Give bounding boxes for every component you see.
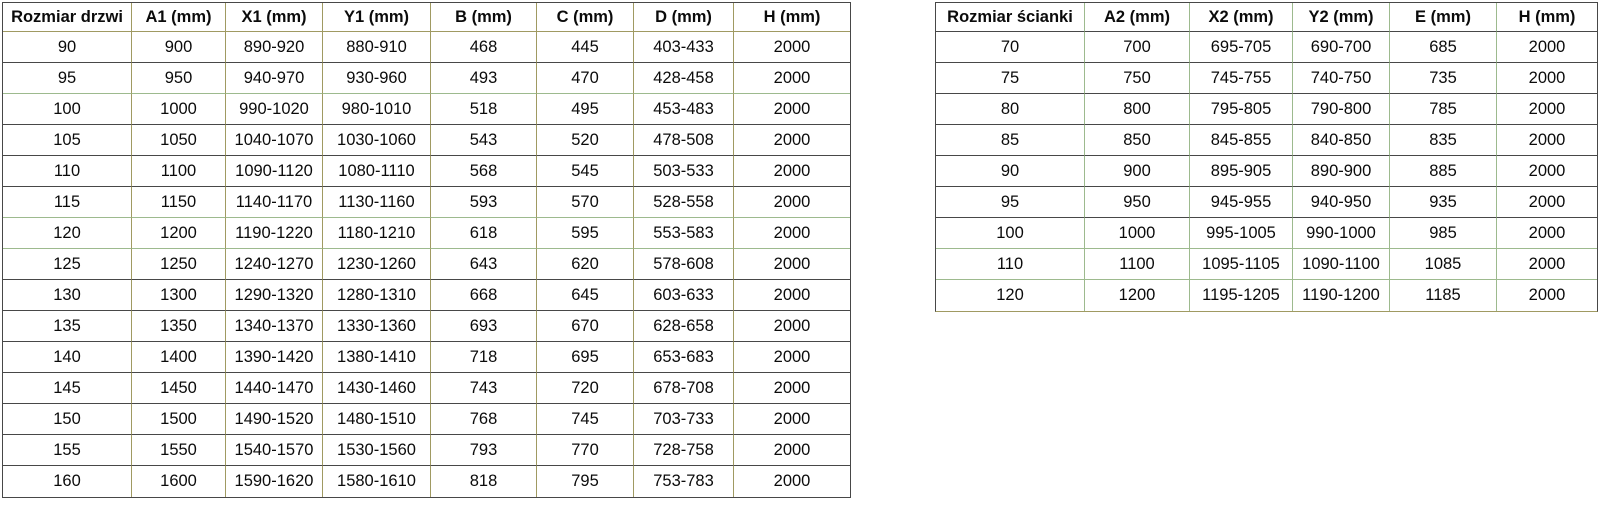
table-cell: 718 bbox=[431, 342, 537, 373]
table-cell: 70 bbox=[936, 32, 1085, 63]
table-cell: 1030-1060 bbox=[323, 125, 431, 156]
table-cell: 1090-1100 bbox=[1293, 249, 1390, 280]
table-cell: 2000 bbox=[1497, 187, 1597, 218]
table-cell: 1085 bbox=[1390, 249, 1497, 280]
table-cell: 1200 bbox=[1085, 280, 1190, 311]
table-cell: 1530-1560 bbox=[323, 435, 431, 466]
table-cell: 493 bbox=[431, 63, 537, 94]
table-cell: 478-508 bbox=[634, 125, 734, 156]
table-row bbox=[3, 63, 850, 94]
table-row bbox=[3, 435, 850, 466]
column-header: Y2 (mm) bbox=[1293, 3, 1390, 32]
table-cell: 1490-1520 bbox=[226, 404, 323, 435]
table-cell: 1000 bbox=[1085, 218, 1190, 249]
table-cell: 980-1010 bbox=[323, 94, 431, 125]
table-cell: 155 bbox=[3, 435, 132, 466]
column-header: Rozmiar drzwi bbox=[3, 3, 132, 32]
table-cell: 95 bbox=[3, 63, 132, 94]
table-cell: 1230-1260 bbox=[323, 249, 431, 280]
table-cell: 468 bbox=[431, 32, 537, 63]
column-header: A1 (mm) bbox=[132, 3, 226, 32]
table-row bbox=[3, 342, 850, 373]
door-size-table bbox=[2, 2, 851, 498]
table-cell: 990-1020 bbox=[226, 94, 323, 125]
table-cell: 1190-1220 bbox=[226, 218, 323, 249]
table-cell: 695 bbox=[537, 342, 634, 373]
table-cell: 1240-1270 bbox=[226, 249, 323, 280]
table-cell: 693 bbox=[431, 311, 537, 342]
table-cell: 703-733 bbox=[634, 404, 734, 435]
table-cell: 618 bbox=[431, 218, 537, 249]
table-cell: 2000 bbox=[1497, 156, 1597, 187]
header-row bbox=[936, 3, 1597, 32]
table-cell: 900 bbox=[1085, 156, 1190, 187]
table-row bbox=[936, 94, 1597, 125]
table-cell: 728-758 bbox=[634, 435, 734, 466]
table-cell: 950 bbox=[132, 63, 226, 94]
table-cell: 795-805 bbox=[1190, 94, 1293, 125]
table-row bbox=[936, 187, 1597, 218]
table-cell: 2000 bbox=[773, 472, 811, 490]
table-row bbox=[3, 125, 850, 156]
table-cell: 790-800 bbox=[1293, 94, 1390, 125]
table-cell: 1050 bbox=[132, 125, 226, 156]
table-cell: 2000 bbox=[734, 32, 850, 63]
table-cell: 453-483 bbox=[634, 94, 734, 125]
table-cell: 2000 bbox=[1497, 94, 1597, 125]
table-row bbox=[936, 63, 1597, 94]
table-cell: 653-683 bbox=[634, 342, 734, 373]
table-cell: 795 bbox=[537, 466, 634, 497]
table-cell: 1400 bbox=[132, 342, 226, 373]
table-cell: 1380-1410 bbox=[323, 342, 431, 373]
table-cell: 720 bbox=[537, 373, 634, 404]
table-cell: 2000 bbox=[734, 311, 850, 342]
table-cell: 603-633 bbox=[634, 280, 734, 311]
table-cell: 130 bbox=[3, 280, 132, 311]
table-cell: 950 bbox=[1085, 187, 1190, 218]
table-cell: 1340-1370 bbox=[226, 311, 323, 342]
table-cell: 700 bbox=[1085, 32, 1190, 63]
table-cell: 568 bbox=[431, 156, 537, 187]
table-cell: 95 bbox=[936, 187, 1085, 218]
table-cell: 470 bbox=[537, 63, 634, 94]
table-cell: 2000 bbox=[1497, 125, 1597, 156]
table-cell: 2000 bbox=[734, 156, 850, 187]
table-cell: 85 bbox=[936, 125, 1085, 156]
table-cell: 793 bbox=[431, 435, 537, 466]
table-cell: 570 bbox=[537, 187, 634, 218]
table-cell: 2000 bbox=[734, 280, 850, 311]
table-cell: 890-920 bbox=[226, 32, 323, 63]
table-cell: 750 bbox=[1085, 63, 1190, 94]
column-header: X1 (mm) bbox=[226, 3, 323, 32]
table-cell: 150 bbox=[3, 404, 132, 435]
table-row bbox=[936, 32, 1597, 63]
table-cell: 1000 bbox=[132, 94, 226, 125]
table-row bbox=[3, 32, 850, 63]
table-cell: 445 bbox=[537, 32, 634, 63]
table-cell: 2000 bbox=[1497, 32, 1597, 63]
table-cell: 1300 bbox=[132, 280, 226, 311]
table-cell: 740-750 bbox=[1293, 63, 1390, 94]
table-cell: 545 bbox=[537, 156, 634, 187]
table-cell: 1540-1570 bbox=[226, 435, 323, 466]
table-cell: 120 bbox=[936, 280, 1085, 311]
table-cell: 495 bbox=[537, 94, 634, 125]
table-cell: 1280-1310 bbox=[323, 280, 431, 311]
table-cell: 668 bbox=[431, 280, 537, 311]
table-cell: 890-900 bbox=[1293, 156, 1390, 187]
table-cell: 800 bbox=[1085, 94, 1190, 125]
table-cell: 945-955 bbox=[1190, 187, 1293, 218]
column-header: Y1 (mm) bbox=[323, 3, 431, 32]
table-cell: 940-950 bbox=[1293, 187, 1390, 218]
table-cell: 145 bbox=[3, 373, 132, 404]
table-cell: 2000 bbox=[734, 435, 850, 466]
table-cell: 125 bbox=[3, 249, 132, 280]
table-row bbox=[3, 187, 850, 218]
table-cell: 628-658 bbox=[634, 311, 734, 342]
header-row bbox=[3, 3, 850, 32]
table-cell: 685 bbox=[1390, 32, 1497, 63]
table-row bbox=[3, 156, 850, 187]
table-cell: 2000 bbox=[734, 249, 850, 280]
table-cell: 818 bbox=[431, 466, 537, 497]
table-row bbox=[936, 125, 1597, 156]
table-cell: 735 bbox=[1390, 63, 1497, 94]
table-cell: 2000 bbox=[1497, 63, 1597, 94]
table-cell: 1185 bbox=[1390, 280, 1497, 311]
table-cell: 1090-1120 bbox=[226, 156, 323, 187]
table-cell: 518 bbox=[431, 94, 537, 125]
table-cell: 753-783 bbox=[634, 466, 734, 497]
table-cell: 1600 bbox=[132, 466, 226, 497]
table-cell: 1390-1420 bbox=[226, 342, 323, 373]
table-row bbox=[3, 373, 850, 404]
table-cell: 403-433 bbox=[634, 32, 734, 63]
table-cell: 75 bbox=[936, 63, 1085, 94]
table-cell: 2000 bbox=[734, 404, 850, 435]
table-cell: 160 bbox=[3, 466, 132, 497]
table-cell: 140 bbox=[3, 342, 132, 373]
table-cell: 105 bbox=[3, 125, 132, 156]
table-cell: 2000 bbox=[1497, 218, 1597, 249]
table-cell: 895-905 bbox=[1190, 156, 1293, 187]
table-cell: 1130-1160 bbox=[323, 187, 431, 218]
table-cell: 428-458 bbox=[634, 63, 734, 94]
table-cell: 1550 bbox=[132, 435, 226, 466]
table-row bbox=[3, 94, 850, 125]
table-cell: 880-910 bbox=[323, 32, 431, 63]
table-cell: 528-558 bbox=[634, 187, 734, 218]
table-cell: 135 bbox=[3, 311, 132, 342]
table-cell: 1140-1170 bbox=[226, 187, 323, 218]
table-cell: 578-608 bbox=[634, 249, 734, 280]
table-cell: 743 bbox=[431, 373, 537, 404]
column-header: Rozmiar ścianki bbox=[936, 3, 1085, 32]
table-row bbox=[3, 404, 850, 435]
table-cell: 678-708 bbox=[634, 373, 734, 404]
table-cell: 80 bbox=[936, 94, 1085, 125]
column-header: H (mm) bbox=[1497, 3, 1597, 32]
table-cell: 695-705 bbox=[1190, 32, 1293, 63]
table-row bbox=[936, 249, 1597, 280]
table-cell: 1095-1105 bbox=[1190, 249, 1293, 280]
column-header: A2 (mm) bbox=[1085, 3, 1190, 32]
table-cell: 553-583 bbox=[634, 218, 734, 249]
table-row bbox=[3, 280, 850, 311]
table-cell: 1195-1205 bbox=[1190, 280, 1293, 311]
table-row bbox=[3, 218, 850, 249]
table-cell: 620 bbox=[537, 249, 634, 280]
table-cell: 785 bbox=[1390, 94, 1497, 125]
table-cell: 1190-1200 bbox=[1293, 280, 1390, 311]
column-header: X2 (mm) bbox=[1190, 3, 1293, 32]
table-cell: 2000 bbox=[734, 94, 850, 125]
table-cell: 1200 bbox=[132, 218, 226, 249]
table-cell: 2000 bbox=[1528, 286, 1566, 304]
table-cell: 100 bbox=[3, 94, 132, 125]
column-header: D (mm) bbox=[634, 3, 734, 32]
table-cell: 1500 bbox=[132, 404, 226, 435]
table-cell: 2000 bbox=[734, 342, 850, 373]
table-row bbox=[936, 280, 1597, 311]
table-cell: 110 bbox=[936, 249, 1085, 280]
table-cell: 835 bbox=[1390, 125, 1497, 156]
table-cell: 935 bbox=[1390, 187, 1497, 218]
wall-size-table bbox=[935, 2, 1598, 312]
table-cell: 503-533 bbox=[634, 156, 734, 187]
table-cell: 1330-1360 bbox=[323, 311, 431, 342]
table-cell: 850 bbox=[1085, 125, 1190, 156]
table-cell: 1440-1470 bbox=[226, 373, 323, 404]
table-cell: 1180-1210 bbox=[323, 218, 431, 249]
table-row bbox=[3, 249, 850, 280]
table-cell: 745 bbox=[537, 404, 634, 435]
table-cell: 1100 bbox=[132, 156, 226, 187]
table-cell: 930-960 bbox=[323, 63, 431, 94]
table-cell: 2000 bbox=[734, 125, 850, 156]
table-cell: 643 bbox=[431, 249, 537, 280]
table-cell: 1480-1510 bbox=[323, 404, 431, 435]
column-header: E (mm) bbox=[1390, 3, 1497, 32]
table-cell: 595 bbox=[537, 218, 634, 249]
column-header: B (mm) bbox=[431, 3, 537, 32]
table-cell: 543 bbox=[431, 125, 537, 156]
table-cell: 1580-1610 bbox=[323, 466, 431, 497]
table-cell: 990-1000 bbox=[1293, 218, 1390, 249]
table-cell: 2000 bbox=[734, 63, 850, 94]
table-cell: 1350 bbox=[132, 311, 226, 342]
table-cell: 995-1005 bbox=[1190, 218, 1293, 249]
table-cell: 885 bbox=[1390, 156, 1497, 187]
table-cell: 770 bbox=[537, 435, 634, 466]
table-cell: 593 bbox=[431, 187, 537, 218]
table-cell: 90 bbox=[936, 156, 1085, 187]
column-header: H (mm) bbox=[734, 3, 850, 32]
table-row bbox=[936, 218, 1597, 249]
table-row bbox=[936, 156, 1597, 187]
table-cell: 1080-1110 bbox=[323, 156, 431, 187]
column-header: C (mm) bbox=[537, 3, 634, 32]
table-cell: 110 bbox=[3, 156, 132, 187]
table-cell: 670 bbox=[537, 311, 634, 342]
table-cell: 100 bbox=[936, 218, 1085, 249]
table-cell: 845-855 bbox=[1190, 125, 1293, 156]
table-cell: 1250 bbox=[132, 249, 226, 280]
table-cell: 690-700 bbox=[1293, 32, 1390, 63]
table-cell: 520 bbox=[537, 125, 634, 156]
table-cell: 840-850 bbox=[1293, 125, 1390, 156]
table-cell: 1100 bbox=[1085, 249, 1190, 280]
table-cell: 1150 bbox=[132, 187, 226, 218]
table-cell: 940-970 bbox=[226, 63, 323, 94]
table-cell: 900 bbox=[132, 32, 226, 63]
table-cell: 1430-1460 bbox=[323, 373, 431, 404]
table-cell: 768 bbox=[431, 404, 537, 435]
table-cell: 2000 bbox=[734, 373, 850, 404]
table-cell: 1450 bbox=[132, 373, 226, 404]
table-cell: 2000 bbox=[734, 187, 850, 218]
table-row bbox=[3, 466, 850, 497]
table-cell: 1040-1070 bbox=[226, 125, 323, 156]
table-row bbox=[3, 311, 850, 342]
table-cell: 2000 bbox=[1497, 249, 1597, 280]
table-cell: 1590-1620 bbox=[226, 466, 323, 497]
table-cell: 1290-1320 bbox=[226, 280, 323, 311]
table-cell: 2000 bbox=[734, 218, 850, 249]
table-cell: 645 bbox=[537, 280, 634, 311]
table-cell: 90 bbox=[3, 32, 132, 63]
table-cell: 115 bbox=[3, 187, 132, 218]
table-cell: 120 bbox=[3, 218, 132, 249]
table-cell: 985 bbox=[1390, 218, 1497, 249]
table-cell: 745-755 bbox=[1190, 63, 1293, 94]
